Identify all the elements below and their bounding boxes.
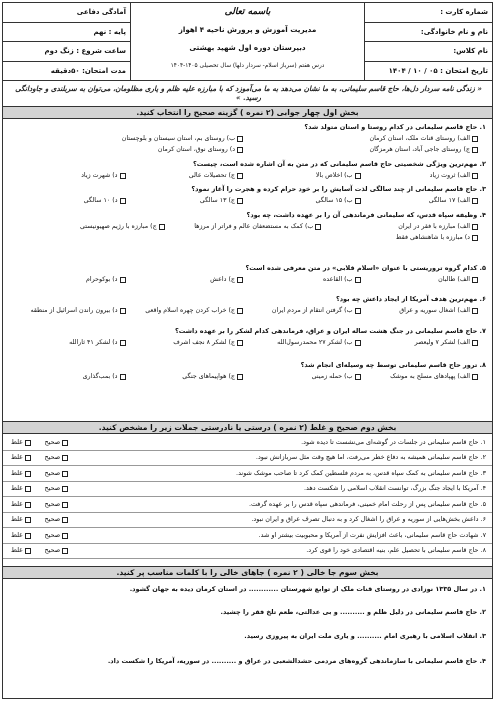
subject-field: آمادگی دفاعی — [3, 3, 130, 23]
true-false-row — [3, 436, 492, 451]
checkbox-icon[interactable] — [62, 533, 68, 539]
option-label: ج) خراب کردن چهره اسلام واقعی — [145, 307, 235, 314]
grade-field: پایه : نهم — [3, 23, 130, 43]
choice-label: غلط — [11, 453, 23, 462]
checkbox-icon[interactable] — [237, 136, 243, 142]
option-label: ب) لشکر ۲۷ محمدرسول‌الله — [277, 339, 353, 346]
false-option[interactable] — [11, 547, 31, 555]
option-label: الف) ثروت زیاد — [429, 172, 470, 179]
question-text: ۴. وظیفه سپاه قدس، که سلیمانی فرماندهی آن را بر عهده داشت، چه بود؟ — [246, 211, 486, 219]
true-false-choices — [11, 454, 68, 462]
school-name: دبیرستان دوره اول شهید بهشتی — [189, 42, 306, 52]
option-label: ج) لشکر ۸ نجف اشرف — [173, 339, 235, 346]
checkbox-icon[interactable] — [472, 340, 478, 346]
checkbox-icon[interactable] — [237, 308, 243, 314]
statement-text: ۴. آمریکا با ایجاد جنگ بزرگ، توانست انقلاب اسلامی را شکست دهد. — [303, 484, 486, 493]
checkbox-icon[interactable] — [237, 340, 243, 346]
checkbox-icon[interactable] — [25, 440, 31, 446]
checkbox-icon[interactable] — [120, 173, 126, 179]
checkbox-icon[interactable] — [25, 517, 31, 523]
choice-label: غلط — [11, 484, 23, 493]
choice-label: صحیح — [44, 530, 61, 539]
true-false-row — [3, 514, 492, 529]
checkbox-icon[interactable] — [355, 308, 361, 314]
option-label: د) بمب‌گذاری — [82, 373, 118, 380]
option-label: ج) هواپیماهای جنگی — [182, 373, 235, 380]
option-label: د) شهرت زیاد — [81, 172, 118, 179]
fill-blank-item: ۴. حاج قاسم سلیمانی با سازماندهی گروه‌های مردمی حشدالشعبی در عراق و .......... در سوریه، آمریکا را شکست داد. — [107, 657, 486, 665]
answer-option[interactable] — [321, 223, 478, 231]
option-label: د) لشکر ۴۱ ثارالله — [69, 339, 118, 346]
answer-option[interactable] — [8, 223, 165, 231]
option-row — [8, 197, 478, 205]
answer-option[interactable] — [243, 197, 361, 205]
question-text: ۱. حاج قاسم سلیمانی در کدام روستا و استان متولد شد؟ — [304, 123, 486, 131]
question-text: ۶. مهم‌ترین هدف آمریکا از ایجاد داعش چه بود؟ — [335, 295, 486, 303]
answer-option[interactable] — [8, 307, 126, 315]
choice-label: غلط — [11, 468, 23, 477]
choice-label: صحیح — [44, 484, 61, 493]
answer-option[interactable] — [126, 373, 244, 381]
option-row — [8, 339, 478, 347]
answer-option[interactable] — [8, 172, 126, 180]
section3-title: بخش سوم جا خالی ( ۲ نمره ) جاهای خالی را با کلمات مناسب پر کنید. — [3, 566, 492, 579]
true-false-row — [3, 498, 492, 513]
answer-option[interactable] — [126, 276, 244, 284]
option-label: ب) القاعده — [322, 276, 353, 283]
checkbox-icon[interactable] — [120, 277, 126, 283]
option-label: الف) روستای قنات ملک، استان کرمان — [369, 135, 470, 142]
answer-option[interactable] — [243, 307, 361, 315]
checkbox-icon[interactable] — [25, 548, 31, 554]
true-false-choices — [11, 532, 68, 540]
checkbox-icon[interactable] — [472, 224, 478, 230]
student-name-field: نام و نام خانوادگی: — [365, 23, 492, 43]
checkbox-icon[interactable] — [472, 277, 478, 283]
choice-label: صحیح — [44, 515, 61, 524]
option-label: ج) داعش — [210, 276, 235, 283]
checkbox-icon[interactable] — [237, 147, 243, 153]
checkbox-icon[interactable] — [62, 440, 68, 446]
student-info — [364, 3, 492, 81]
checkbox-icon[interactable] — [237, 198, 243, 204]
answer-option[interactable] — [243, 135, 478, 143]
true-option[interactable] — [45, 485, 69, 493]
exam-header — [3, 3, 492, 81]
true-false-choices — [11, 547, 68, 555]
option-row — [8, 276, 478, 284]
option-row — [8, 307, 478, 315]
true-false-choices — [11, 485, 68, 493]
true-false-row — [3, 483, 492, 498]
option-label: ج) تحصیلات عالی — [188, 172, 235, 179]
checkbox-icon[interactable] — [120, 308, 126, 314]
answer-option[interactable] — [8, 339, 126, 347]
statement-text: ۱. حاج قاسم سلیمانی در جلسات در گوشه‌ای می‌نشست تا دیده شود. — [301, 437, 486, 446]
fill-blank-item: ۱. در سال ۱۳۳۵ نوزادی در روستای قنات ملک از توابع شهرستان ............ در استان کرمان دیده به جهان گشود. — [129, 585, 486, 593]
option-label: الف) پهپادهای مسلح به موشک — [390, 373, 470, 380]
choice-label: غلط — [11, 437, 23, 446]
true-option[interactable] — [45, 439, 69, 447]
checkbox-icon[interactable] — [25, 533, 31, 539]
answer-option[interactable] — [8, 135, 243, 143]
option-label: د) روستای نوق، استان کرمان — [157, 146, 235, 153]
option-label: ج) روستای جاجی آباد، استان هرمزگان — [369, 146, 470, 153]
checkbox-icon[interactable] — [25, 455, 31, 461]
checkbox-icon[interactable] — [62, 502, 68, 508]
statement-text: ۸. حاج قاسم سلیمانی با تحصیل علم، بنیه اقتصادی خود را قوی کرد. — [306, 546, 486, 555]
checkbox-icon[interactable] — [62, 486, 68, 492]
answer-option[interactable] — [126, 172, 244, 180]
false-option[interactable] — [11, 454, 31, 462]
question-text: ۳. حاج قاسم سلیمانی از چند سالگی لذت آسایش را بر خود حرام کرده و هجرت را آغاز نمود؟ — [191, 185, 486, 193]
answer-option[interactable] — [8, 234, 478, 242]
lesson-title: درس هفتم (سرباز اسلام- سردار دلها) سال تحصیلی ۱۴۰۵-۱۴۰۴ — [170, 62, 325, 69]
checkbox-icon[interactable] — [237, 277, 243, 283]
option-label: الف) اشغال سوریه و عراق — [399, 307, 470, 314]
true-false-row — [3, 452, 492, 467]
true-false-row — [3, 529, 492, 544]
checkbox-icon[interactable] — [120, 198, 126, 204]
option-row — [8, 135, 478, 143]
card-number-field: شماره کارت : — [365, 3, 492, 23]
option-label: ب) حمله زمینی — [311, 373, 353, 380]
intro-quote: « زندگی نامه سردار دل‌ها، حاج قاسم سلیمانی، به ما نشان می‌دهد به ما می‌آموزد که با مبارزه علیه ظلم و یاری مظلومان، می‌توان به سربلندی و جاودانگی رسید. » — [15, 84, 482, 102]
question-text: ۵. کدام گروه تروریستی با عنوان «اسلام قلابی» در متن معرفی شده است؟ — [245, 264, 486, 272]
answer-option[interactable] — [8, 276, 126, 284]
true-false-choices — [11, 439, 68, 447]
checkbox-icon[interactable] — [472, 173, 478, 179]
answer-option[interactable] — [165, 223, 322, 231]
fill-blank-item: ۳. انقلاب اسلامی با رهبری امام .......... و یاری ملت ایران به پیروزی رسید. — [244, 632, 486, 640]
choice-label: غلط — [11, 530, 23, 539]
option-label: الف) طالبان — [438, 276, 470, 283]
option-row — [8, 223, 478, 231]
checkbox-icon[interactable] — [472, 308, 478, 314]
checkbox-icon[interactable] — [25, 486, 31, 492]
checkbox-icon[interactable] — [237, 374, 243, 380]
basmala: باسمه تعالی — [224, 6, 271, 17]
question-text: ۸. ترور حاج قاسم سلیمانی توسط چه وسیله‌ای انجام شد؟ — [300, 361, 486, 369]
start-time-field: ساعت شروع : زنگ دوم — [3, 42, 130, 62]
option-row — [8, 234, 478, 242]
statement-text: ۲. حاج قاسم سلیمانی همیشه به دفاع خطر می‌رفت، اما هیچ وقت مثل سربازانش نبود. — [255, 453, 486, 462]
answer-option[interactable] — [361, 172, 479, 180]
answer-option[interactable] — [243, 146, 478, 154]
section1-title: بخش اول چهار جوابی (۲ نمره ) گزینه صحیح را انتخاب کنید. — [3, 106, 492, 119]
checkbox-icon[interactable] — [62, 471, 68, 477]
school-info — [131, 3, 364, 81]
question-text: ۷. حاج قاسم سلیمانی در جنگ هشت ساله ایران و عراق، فرماندهی کدام لشکر را بر عهده داشت؟ — [174, 327, 486, 335]
option-label: د) بوکوحرام — [85, 276, 118, 283]
true-option[interactable] — [45, 454, 69, 462]
true-option[interactable] — [45, 547, 69, 555]
checkbox-icon[interactable] — [472, 235, 478, 241]
option-row — [8, 172, 478, 180]
true-false-row — [3, 545, 492, 560]
answer-option[interactable] — [126, 197, 244, 205]
true-false-choices — [11, 501, 68, 509]
statement-text: ۶. داعش بخش‌هایی از سوریه و عراق را اشغال کرد و به دنبال تصرف عراق و ایران نبود. — [251, 515, 486, 524]
option-label: د) مبارزه با شاهنشاهی فقط — [395, 234, 470, 241]
false-option[interactable] — [11, 485, 31, 493]
option-label: ب) گرفتن انتقام از مردم ایران — [271, 307, 353, 314]
false-option[interactable] — [11, 501, 31, 509]
choice-label: صحیح — [44, 453, 61, 462]
checkbox-icon[interactable] — [355, 277, 361, 283]
option-label: الف) مبارزه با فقر در ایران — [398, 223, 470, 230]
true-false-row — [3, 467, 492, 482]
choice-label: صحیح — [44, 499, 61, 508]
checkbox-icon[interactable] — [62, 548, 68, 554]
false-option[interactable] — [11, 532, 31, 540]
choice-label: غلط — [11, 499, 23, 508]
checkbox-icon[interactable] — [472, 147, 478, 153]
checkbox-icon[interactable] — [355, 374, 361, 380]
choice-label: صحیح — [44, 437, 61, 446]
choice-label: غلط — [11, 515, 23, 524]
statement-text: ۷. شهادت حاج قاسم سلیمانی، باعث افزایش نفرت از آمریکا و محبوبیت بیشتر او شد. — [258, 530, 486, 539]
checkbox-icon[interactable] — [472, 374, 478, 380]
checkbox-icon[interactable] — [62, 455, 68, 461]
true-false-choices — [11, 470, 68, 478]
question-text: ۲. مهم‌ترین ویژگی شخصیتی حاج قاسم سلیمانی که در متن به آن اشاره شده است، چیست؟ — [192, 160, 486, 168]
checkbox-icon[interactable] — [159, 224, 165, 230]
answer-option[interactable] — [8, 197, 126, 205]
false-option[interactable] — [11, 516, 31, 524]
option-row — [8, 146, 478, 154]
answer-option[interactable] — [243, 276, 361, 284]
answer-option[interactable] — [126, 339, 244, 347]
checkbox-icon[interactable] — [315, 224, 321, 230]
option-label: ب) روستای بم، استان سیستان و بلوچستان — [121, 135, 235, 142]
checkbox-icon[interactable] — [355, 173, 361, 179]
false-option[interactable] — [11, 439, 31, 447]
option-label: ج) ۱۳ سالگی — [199, 197, 235, 204]
true-option[interactable] — [45, 501, 69, 509]
checkbox-icon[interactable] — [120, 340, 126, 346]
statement-text: ۵. حاج قاسم سلیمانی پس از رحلت امام خمینی، فرماندهی سپاه قدس را بر عهده گرفت. — [248, 499, 486, 508]
true-false-choices — [11, 516, 68, 524]
checkbox-icon[interactable] — [62, 517, 68, 523]
answer-option[interactable] — [8, 373, 126, 381]
checkbox-icon[interactable] — [355, 198, 361, 204]
duration-field: مدت امتحان: ۵۰دقیقه — [50, 67, 126, 76]
answer-option[interactable] — [361, 307, 479, 315]
option-label: ب) کمک به مستضعفان عالم و فراتر از مرزها — [194, 223, 314, 230]
checkbox-icon[interactable] — [25, 471, 31, 477]
choice-label: غلط — [11, 546, 23, 555]
fill-blank-item: ۲. حاج قاسم سلیمانی در دلیل ظلم و .......... و بی عدالتی، طعم تلخ فقر را چشید. — [220, 608, 486, 616]
answer-option[interactable] — [8, 146, 243, 154]
exam-sheet — [2, 2, 493, 699]
checkbox-icon[interactable] — [25, 502, 31, 508]
answer-option[interactable] — [361, 197, 479, 205]
checkbox-icon[interactable] — [355, 340, 361, 346]
choice-label: صحیح — [44, 546, 61, 555]
exam-info — [3, 3, 131, 81]
statement-text: ۳. حاج قاسم سلیمانی به کمک سپاه قدس، به مردم فلسطین کمک کرد تا صاحب موشک شوند. — [236, 468, 486, 477]
section2-title: بخش دوم صحیح و غلط (۲ نمره ) درستی یا نادرستی جملات زیر را مشخص کنید. — [3, 421, 492, 434]
true-option[interactable] — [45, 532, 69, 540]
option-label: الف) لشکر ۷ ولیعصر — [414, 339, 470, 346]
answer-option[interactable] — [126, 307, 244, 315]
true-option[interactable] — [45, 516, 69, 524]
answer-option[interactable] — [361, 276, 479, 284]
answer-option[interactable] — [361, 373, 479, 381]
checkbox-icon[interactable] — [472, 198, 478, 204]
option-row — [8, 373, 478, 381]
education-office: مدیریت آموزش و پرورش ناحیه ۴ اهواز — [178, 24, 317, 34]
option-label: ب) ۱۵ سالگی — [315, 197, 353, 204]
option-label: ج) مبارزه با رژیم صهیونیستی — [80, 223, 157, 230]
option-label: الف) ۱۷ سالگی — [428, 197, 470, 204]
answer-option[interactable] — [243, 373, 361, 381]
answer-option[interactable] — [361, 339, 479, 347]
true-option[interactable] — [45, 470, 69, 478]
checkbox-icon[interactable] — [472, 136, 478, 142]
answer-option[interactable] — [243, 172, 361, 180]
option-label: ب) اخلاص بالا — [315, 172, 353, 179]
class-name-field: نام کلاس: — [365, 42, 492, 62]
checkbox-icon[interactable] — [237, 173, 243, 179]
false-option[interactable] — [11, 470, 31, 478]
answer-option[interactable] — [243, 339, 361, 347]
option-label: د) ۱۰ سالگی — [83, 197, 118, 204]
choice-label: صحیح — [44, 468, 61, 477]
exam-date-field: تاریخ امتحان : ۰۵ / ۱۰ / ۱۴۰۴ — [388, 67, 488, 76]
checkbox-icon[interactable] — [120, 374, 126, 380]
option-label: د) بیرون راندن اسرائیل از منطقه — [30, 307, 118, 314]
